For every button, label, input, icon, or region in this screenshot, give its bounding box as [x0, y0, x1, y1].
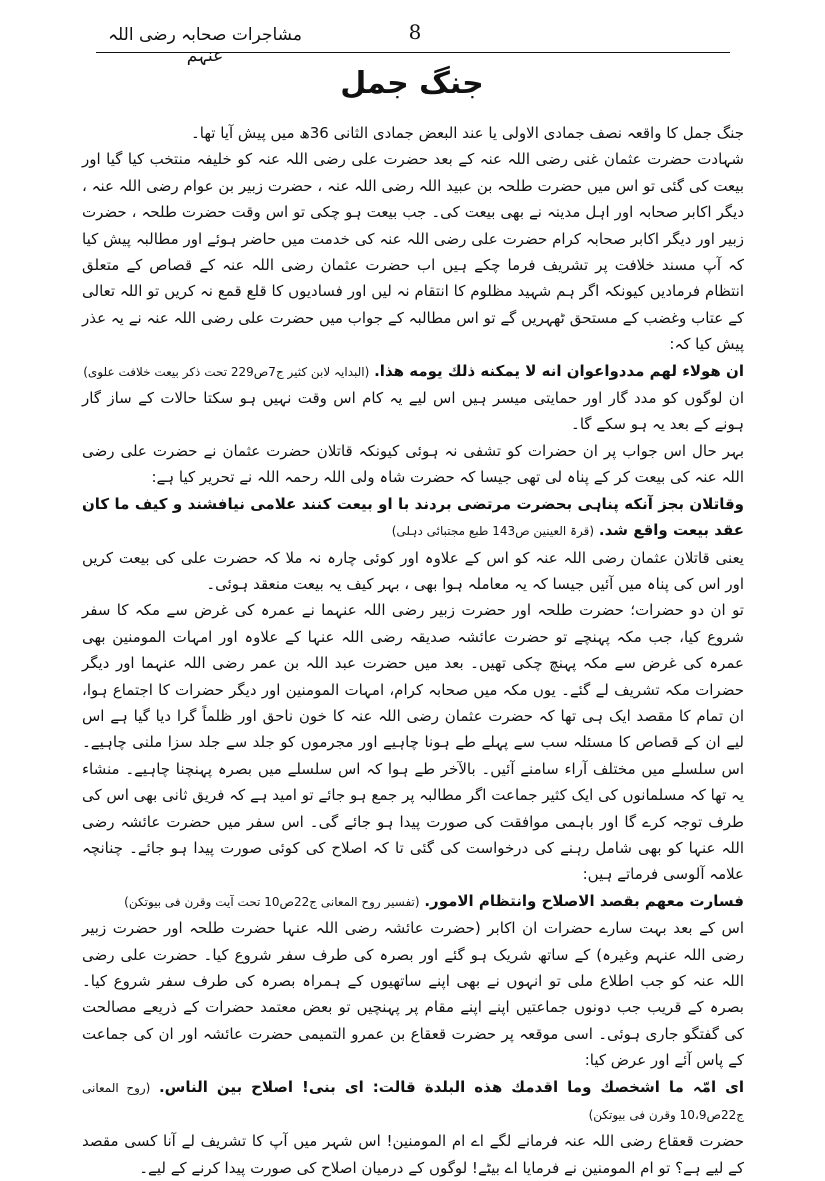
running-header-title: مشاجرات صحابہ رضی اللہ عنہم [108, 25, 302, 66]
paragraph: جنگ جمل کا واقعہ نصف جمادی الاولی یا عند البعض جمادی الثانی 36ھ میں پیش آیا تھا۔ [191, 124, 744, 142]
arabic-quote: فسارت معهم بقصد الاصلاح وانتظام الامور. [424, 891, 744, 910]
citation: (البدایہ لابن کثیر ج7ص229 تحت ذکر بیعت خلافت علوی) [83, 364, 370, 379]
persian-quote: وقاتلان بجز آنکه پناہی بحضرت مرتضی بردند با او بیعت کنند علامی نیافشند و کیف ما کان عقد بیعت واقع شد. [82, 494, 744, 540]
paragraph: شہادت حضرت عثمان غنی رضی اللہ عنہ کے بعد حضرت علی رضی اللہ عنہ کو خلیفہ منتخب کیا گیا اور بیعت کی گئی تو اس میں حضرت طلحہ بن عبید اللہ رضی اللہ عنہ ، حضرت زبیر بن عوام رضی اللہ عنہ ، دیگر اکابر صحابہ اور اہل مدینہ نے بھی بیعت کی۔ جب بیعت ہو چکی تو اس وقت حضرت طلحہ ، حضرت زبیر اور دیگر اکابر صحابہ کرام حضرت علی رضی اللہ عنہ کی خدمت میں حاضر ہوئے اور مطالبہ پیش کیا کہ آپ مسند خلافت پر تشریف فرما چکے ہیں اب حضرت عثمان رضی اللہ عنہ کے قصاص کے متعلق انتظام فرمادیں کیونکہ اگر ہم شہید مظلوم کا انتقام نہ لیں اور فسادیوں کا قلع قمع نہ کریں تو اللہ تعالی کے عتاب وغضب کے مستحق ٹھہریں گے تو اس مطالبہ کے جواب میں حضرت علی رضی اللہ عنہ نے یہ عذر پیش کیا کہ: [82, 150, 744, 354]
paragraph: تو ان دو حضرات؛ حضرت طلحہ اور حضرت زبیر رضی اللہ عنہما نے عمرہ کی غرض سے مکہ کا سفر شروع کیا، جب مکہ پہنچے تو حضرت عائشہ صدیقہ رضی اللہ عنہا کے علاوہ اور امہات المومنین بھی عمرہ کی غرض سے مکہ پہنچ چکی تھیں۔ بعد میں حضرت عبد اللہ بن عمر رضی اللہ عنہما اور دیگر حضرات مکہ تشریف لے گئے۔ یوں مکہ میں صحابہ کرام، امہات المومنین اور دیگر حضرات کا اجتماع ہوا، ان تمام کا مقصد ایک ہی تھا کہ حضرت عثمان رضی اللہ عنہ کا خون ناحق اور ظلماً گرا دیا گیا ہے اس لیے ان کے قصاص کا مسئلہ سب سے پہلے طے ہونا چاہیے اور مجرموں کو جلد سے جلد سزا ملنی چاہیے۔ اس سلسلے میں مختلف آراء سامنے آئیں۔ بالآخر طے ہوا کہ اس سلسلے میں بصرہ پہنچنا چاہیے۔ منشاء یہ تھا کہ مسلمانوں کی ایک کثیر جماعت اگر مطالبہ پر جمع ہو جائے تو امید ہے کہ فریق ثانی بھی اس کی طرف توجہ کرے گا اور باہمی موافقت کی صورت پیدا ہو جائے گی۔ اس سفر میں حضرت عائشہ رضی اللہ عنہا کو بھی شامل رہنے کی درخواست کی گئی تا کہ اصلاح کی کوئی صورت پیدا ہو جائے۔ چنانچہ علامہ آلوسی فرماتے ہیں: [82, 601, 744, 884]
page-number: 8 [408, 20, 422, 44]
quote-block [82, 888, 744, 915]
body-text [82, 120, 744, 1181]
chapter-title: جنگ جمل [340, 66, 484, 101]
paragraph: بہر حال اس جواب پر ان حضرات کو تشفی نہ ہوئی کیونکہ قاتلان حضرت عثمان نے حضرت علی رضی اللہ عنہ کی بیعت کر کے پناہ لی تھی جیسا کہ حضرت شاہ ولی اللہ رحمہ اللہ نے تحریر کیا ہے: [82, 441, 744, 487]
quote-block [82, 491, 744, 545]
paragraph: یعنی قاتلان عثمان رضی اللہ عنہ کو اس کے علاوہ اور کوئی چارہ نہ ملا کہ حضرت علی کی بیعت کریں اور اس کی پناہ میں آئیں جیسا کہ یہ معاملہ ہوا بھی ، بہر کیف یہ بیعت منعقد ہوئی۔ [82, 548, 744, 593]
arabic-quote: ان هولاء لهم مددواعوان انه لا يمكنه ذلك يومه هذا. [374, 361, 744, 380]
paragraph: حضرت قعقاع رضی اللہ عنہ فرمانے لگے اے ام المومنین! اس شہر میں آپ کا تشریف لے آنا کسی مقصد کے لیے ہے؟ تو ام المومنین نے فرمایا اے بیٹے! لوگوں کے درمیان اصلاح کی صورت پیدا کرنے کے لیے۔ [82, 1132, 744, 1177]
citation: (تفسیر روح المعانی ج22ص10 تحت آیت وقرن فی بیوتکن) [124, 894, 420, 909]
header-divider [96, 52, 730, 53]
citation: (روح المعانی ج22ص10،9 وقرن فی بیوتکن) [82, 1080, 744, 1123]
citation: (قرۃ العینین ص143 طبع مجتبائی دہلی) [391, 524, 595, 539]
paragraph: ان لوگوں کو مدد گار اور حمایتی میسر ہیں اس لیے یہ کام اس وقت نہیں ہو سکتا حالات کے ساز گار ہونے کے بعد یہ ہو سکے گا۔ [82, 389, 744, 434]
quote-block [82, 1074, 744, 1129]
quote-block [82, 358, 744, 385]
paragraph: اس کے بعد بہت سارے حضرات ان اکابر (حضرت عائشہ رضی اللہ عنہا حضرت طلحہ اور حضرت زبیر رضی اللہ عنہم وغیرہ) کے ساتھ شریک ہو گئے اور بصرہ کی طرف سفر شروع کیا۔ حضرت علی رضی اللہ عنہ کو جب اطلاع ملی تو انہوں نے بھی اپنے ساتھیوں کے ہمراہ بصرہ کی طرف سفر شروع کیا۔ بصرہ کے قریب جب دونوں جماعتیں اپنے اپنے مقام پر پہنچیں تو بعض معتمد حضرات کے ذریعے مصالحت کی گفتگو جاری ہوئی۔ اسی موقعہ پر حضرت قعقاع بن عمرو التمیمی حضرت عائشہ اور ان کی جماعت کے پاس آئے اور عرض کیا: [82, 919, 744, 1070]
arabic-quote: ای امّہ ما اشخصك وما اقدمك هذه البلدة قالت: ای بنی! اصلاح بين الناس. [158, 1077, 744, 1096]
